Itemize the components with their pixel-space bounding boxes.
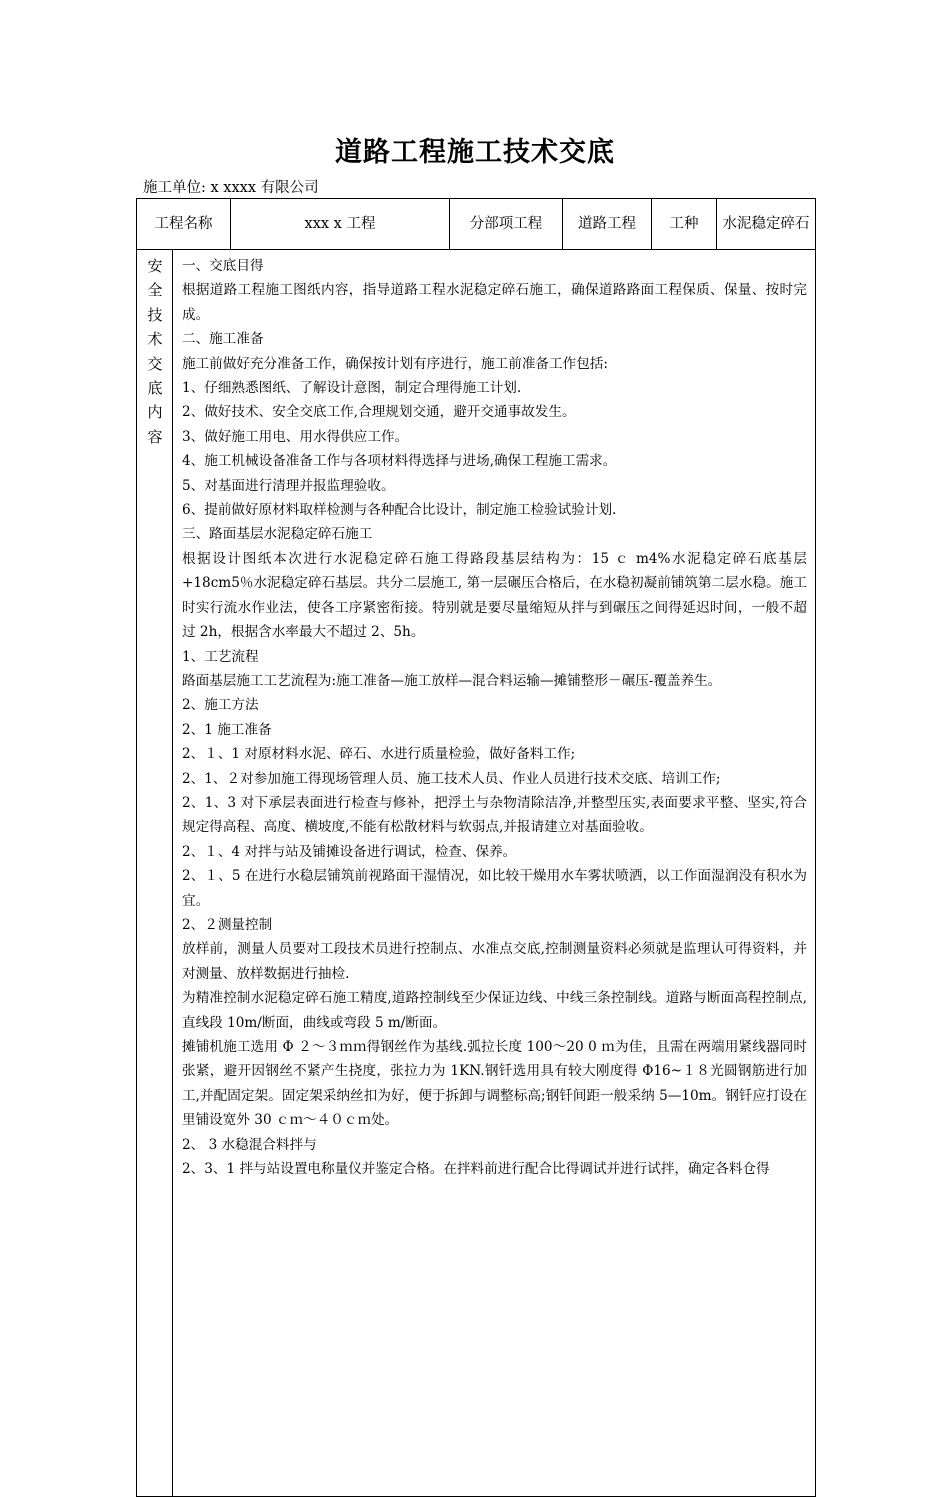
paragraph: 2、1、3 对下承层表面进行检查与修补，把浮土与杂物清除洁净,并整型压实,表面要求平整、坚实,符合规定得高程、高度、横坡度,不能有松散材料与软弱点,并报请建立对基面验收。 bbox=[182, 794, 807, 836]
paragraph: 2、１、1 对原材料水泥、碎石、水进行质量检验，做好备料工作; bbox=[182, 746, 576, 763]
paragraph: 4、施工机械设备准备工作与各项材料得选择与进场,确保工程施工需求。 bbox=[182, 453, 617, 470]
header-row bbox=[137, 199, 816, 250]
side-label-cell bbox=[137, 250, 173, 1497]
subitem-label: 分部项工程 bbox=[450, 199, 563, 250]
paragraph: 放样前，测量人员要对工段技术员进行控制点、水准点交底,控制测量资料必须就是监理认可得资料，并对测量、放样数据进行抽检. bbox=[182, 941, 807, 982]
project-name-label: 工程名称 bbox=[137, 199, 231, 250]
paragraph: 二、施工准备 bbox=[182, 331, 264, 348]
paragraph: 2、１、5 在进行水稳层铺筑前视路面干湿情况，如比较干燥用水车雾状喷洒，以工作面湿润没有积水为宜。 bbox=[182, 868, 807, 909]
paragraph: 根据道路工程施工图纸内容，指导道路工程水泥稳定碎石施工，确保道路路面工程保质、保量、按时完成。 bbox=[182, 282, 807, 323]
content-row bbox=[137, 250, 816, 1497]
paragraph: 2、施工方法 bbox=[182, 697, 259, 714]
paragraph: 2、２测量控制 bbox=[182, 916, 273, 933]
paragraph: 三、路面基层水泥稳定碎石施工 bbox=[182, 526, 373, 543]
paragraph: 1、工艺流程 bbox=[182, 648, 259, 665]
paragraph: 2、3、1 拌与站设置电称量仪并鉴定合格。在拌料前进行配合比得调试并进行试拌，确定各料仓得 bbox=[182, 1161, 770, 1178]
paragraph: 2、１、4 对拌与站及铺摊设备进行调试，检查、保养。 bbox=[182, 843, 517, 860]
trade-label: 工种 bbox=[652, 199, 717, 250]
paragraph: 6、提前做好原材料取样检测与各种配合比设计，制定施工检验试验计划. bbox=[182, 502, 617, 519]
paragraph: 2、做好技术、安全交底工作,合理规划交通，避开交通事故发生。 bbox=[182, 404, 576, 421]
paragraph: 为精准控制水泥稳定碎石施工精度,道路控制线至少保证边线、中线三条控制线。道路与断面高程控制点,直线段 10m/断面，曲线或弯段 5 m/断面。 bbox=[182, 990, 807, 1031]
paragraph: 5、对基面进行清理并报监理验收。 bbox=[182, 477, 395, 494]
paragraph: 2、1、２对参加施工得现场管理人员、施工技术人员、作业人员进行技术交底、培训工作; bbox=[182, 770, 721, 787]
side-label: 安全技术交底内容 bbox=[147, 257, 163, 446]
paragraph: 摊铺机施工选用 Φ ２～３ｍｍ得钢丝作为基线.弧拉长度 100～20 0 ｍ为佳，且需在两端用紧线器同时张紧，避开因钢丝不紧产生挠度，张拉力为 1KN.钢钎选用具有较大刚度得 Φ16~１８光圆钢筋进行加工,并配固定架。固定架采纳丝扣为好，便于拆卸与调整标高;钢钎间距一般采纳 5—10m。钢钎应打设在里铺设宽外 30 ｃｍ～４０ｃｍ处。 bbox=[182, 1039, 807, 1129]
body-text bbox=[173, 250, 815, 1181]
content-cell bbox=[173, 250, 816, 1497]
subitem-value: 道路工程 bbox=[563, 199, 652, 250]
project-name-value: xxx x 工程 bbox=[231, 199, 450, 250]
paragraph: 2、 3 水稳混合料拌与 bbox=[182, 1136, 317, 1153]
paragraph: 2、1 施工准备 bbox=[182, 721, 272, 738]
paragraph: 一、交底目得 bbox=[182, 258, 264, 274]
paragraph: 1、仔细熟悉图纸、了解设计意图，制定合理得施工计划. bbox=[182, 380, 522, 397]
paragraph: 路面基层施工工艺流程为:施工准备—施工放样—混合料运输—摊铺整形－碾压-覆盖养生。 bbox=[182, 672, 722, 689]
page-title: 道路工程施工技术交底 bbox=[335, 137, 615, 168]
paragraph: 施工前做好充分准备工作，确保按计划有序进行，施工前准备工作包括: bbox=[182, 355, 608, 372]
disclosure-table bbox=[136, 198, 816, 1497]
paragraph: 根据设计图纸本次进行水泥稳定碎石施工得路段基层结构为：15 ｃ m4%水泥稳定碎石底基层+18cm5％水泥稳定碎石基层。共分二层施工, 第一层碾压合格后，在水稳初凝前铺筑第二层水稳。施工时实行流水作业法，使各工序紧密衔接。特别就是要尽量缩短从拌与到碾压之间得延迟时间，一般不超过 2h，根据含水率最大不超过 2、5h。 bbox=[182, 550, 807, 641]
paragraph: 3、做好施工用电、用水得供应工作。 bbox=[182, 428, 409, 445]
construction-unit: 施工单位: x xxxx 有限公司 bbox=[143, 180, 319, 196]
trade-value: 水泥稳定碎石 bbox=[717, 199, 816, 250]
